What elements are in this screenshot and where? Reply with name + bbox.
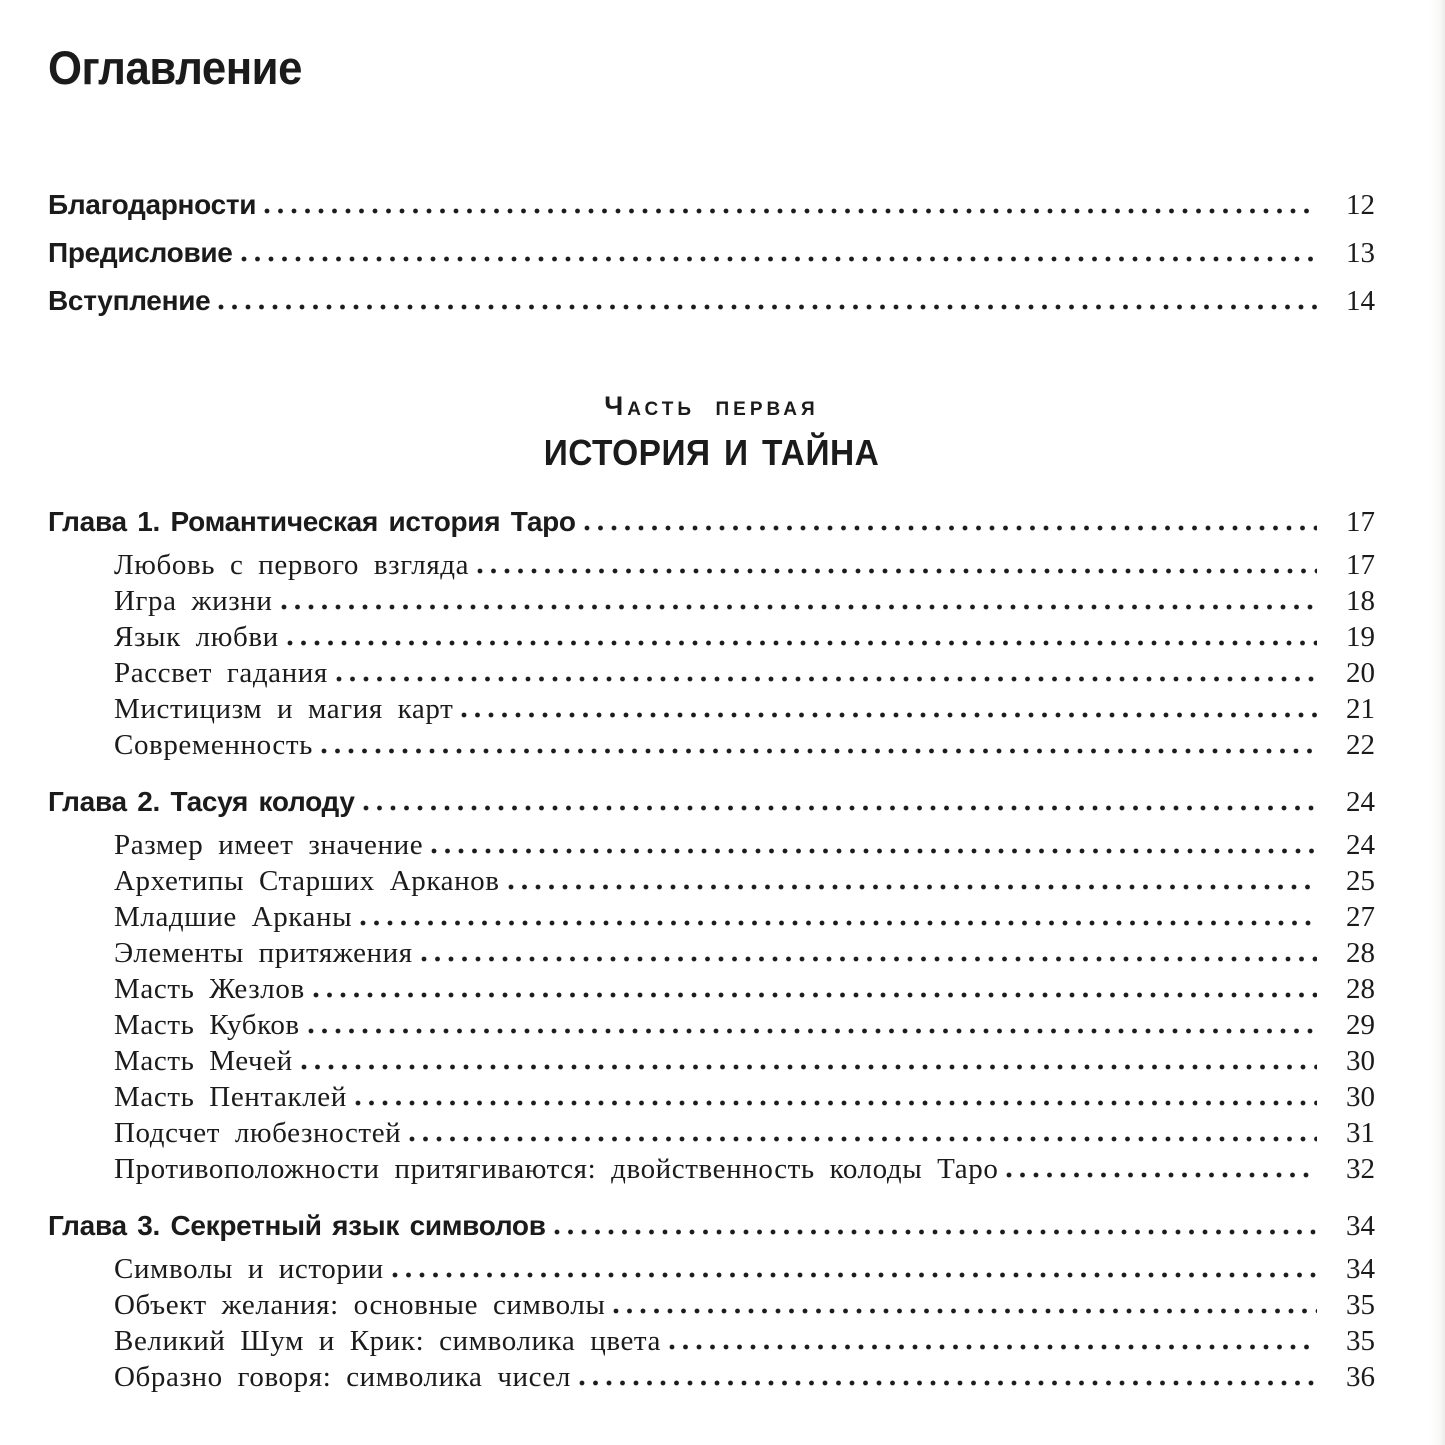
toc-entry [48,181,1375,229]
toc-entry [48,1079,1375,1115]
page-number: 36 [1346,1361,1375,1393]
toc-entry [48,655,1375,691]
page-number: 28 [1346,973,1375,1005]
toc-entry-label: Объект желания: основные символы [114,1289,606,1321]
chapter-block [48,777,1375,1187]
page-number: 28 [1346,937,1375,969]
page-number: 29 [1346,1009,1375,1041]
toc-entry-label: Вступление [48,285,211,316]
dot-leader [613,1308,1317,1314]
dot-leader [584,525,1317,531]
toc-entry [48,899,1375,935]
dot-leader [1006,1172,1317,1178]
toc-entry-label: Мистицизм и магия карт [114,693,454,725]
toc-entry [48,547,1375,583]
toc-entry-label: Глава 3. Секретный язык символов [48,1210,546,1241]
page-number: 19 [1346,621,1375,653]
toc-entry-label: Противоположности притягиваются: двойственность колоды Таро [114,1153,999,1185]
toc-entry [48,827,1375,863]
chapter-list [48,497,1375,1395]
toc-entry [48,583,1375,619]
page-number: 17 [1346,549,1375,581]
page-number: 13 [1346,237,1375,269]
toc-entry-label: Символы и истории [114,1253,384,1285]
toc-entry-label: Подсчет любезностей [114,1117,402,1149]
toc-entry [48,691,1375,727]
page-number: 22 [1346,729,1375,761]
page-number: 14 [1346,285,1375,317]
toc-entry [48,1251,1375,1287]
page-number: 24 [1346,786,1375,818]
toc-entry-label: Масть Мечей [114,1045,293,1077]
toc-entry [48,497,1375,547]
page-number: 12 [1346,189,1375,221]
toc-entry-label: Размер имеет значение [114,829,424,861]
dot-leader [363,805,1317,811]
toc-entry [48,1007,1375,1043]
page-number: 32 [1346,1153,1375,1185]
dot-leader [241,256,1317,262]
toc-entry [48,1151,1375,1187]
toc-entry-label: Масть Жезлов [114,973,305,1005]
page-number: 25 [1346,865,1375,897]
toc-entry [48,1359,1375,1395]
dot-leader [579,1380,1317,1386]
toc-entry [48,727,1375,763]
page-number: 35 [1346,1289,1375,1321]
dot-leader [409,1136,1317,1142]
dot-leader [508,884,1317,890]
dot-leader [421,956,1317,962]
page-number: 35 [1346,1325,1375,1357]
toc-entry [48,863,1375,899]
page-number: 21 [1346,693,1375,725]
page-number: 30 [1346,1081,1375,1113]
dot-leader [355,1100,1317,1106]
page-number: 27 [1346,901,1375,933]
part-title: ИСТОРИЯ И ТАЙНА [543,432,880,473]
toc-entry [48,229,1375,277]
part-kicker: Часть первая [604,391,819,421]
toc-entry [48,1323,1375,1359]
toc-entry-label: Великий Шум и Крик: символика цвета [114,1325,662,1357]
dot-leader [360,920,1317,926]
dot-leader [287,640,1317,646]
toc-entry [48,277,1375,325]
dot-leader [554,1229,1317,1235]
toc-entry-label: Образно говоря: символика чисел [114,1361,571,1393]
toc-entry-label: Младшие Арканы [114,901,353,933]
page-title: Оглавление [48,41,302,94]
toc-entry-label: Игра жизни [114,585,273,617]
part-header [48,389,1375,475]
dot-leader [301,1064,1317,1070]
dot-leader [308,1028,1317,1034]
dot-leader [218,304,1317,310]
dot-leader [313,992,1317,998]
dot-leader [336,676,1317,682]
toc-entry-label: Архетипы Старших Арканов [114,865,500,897]
dot-leader [281,604,1317,610]
front-matter-list [48,181,1375,325]
toc-entry-label: Глава 2. Тасуя колоду [48,786,355,817]
page-number: 34 [1346,1210,1375,1242]
toc-entry-label: Язык любви [114,621,279,653]
dot-leader [461,712,1317,718]
toc-entry-label: Благодарности [48,189,257,220]
page-number: 31 [1346,1117,1375,1149]
dot-leader [392,1272,1317,1278]
page-number: 34 [1346,1253,1375,1285]
toc-entry-label: Масть Кубков [114,1009,300,1041]
toc-entry [48,1201,1375,1251]
toc-entry-label: Элементы притяжения [114,937,413,969]
toc-entry [48,1115,1375,1151]
toc-entry [48,1287,1375,1323]
toc-entry-label: Рассвет гадания [114,657,328,689]
toc-entry-label: Предисловие [48,237,233,268]
dot-leader [431,848,1317,854]
page-number: 20 [1346,657,1375,689]
page-number: 24 [1346,829,1375,861]
chapter-block [48,497,1375,763]
toc-entry [48,1043,1375,1079]
page-number: 18 [1346,585,1375,617]
dot-leader [264,208,1317,214]
toc-entry-label: Любовь с первого взгляда [114,549,470,581]
toc-entry-label: Современность [114,729,313,761]
chapter-block [48,1201,1375,1395]
toc-entry [48,935,1375,971]
toc-entry-label: Глава 1. Романтическая история Таро [48,506,576,537]
page-number: 30 [1346,1045,1375,1077]
page-number: 17 [1346,506,1375,538]
dot-leader [669,1344,1317,1350]
dot-leader [477,568,1317,574]
toc-entry-label: Масть Пентаклей [114,1081,347,1113]
toc-entry [48,619,1375,655]
dot-leader [321,748,1317,754]
toc-entry [48,777,1375,827]
toc-entry [48,971,1375,1007]
